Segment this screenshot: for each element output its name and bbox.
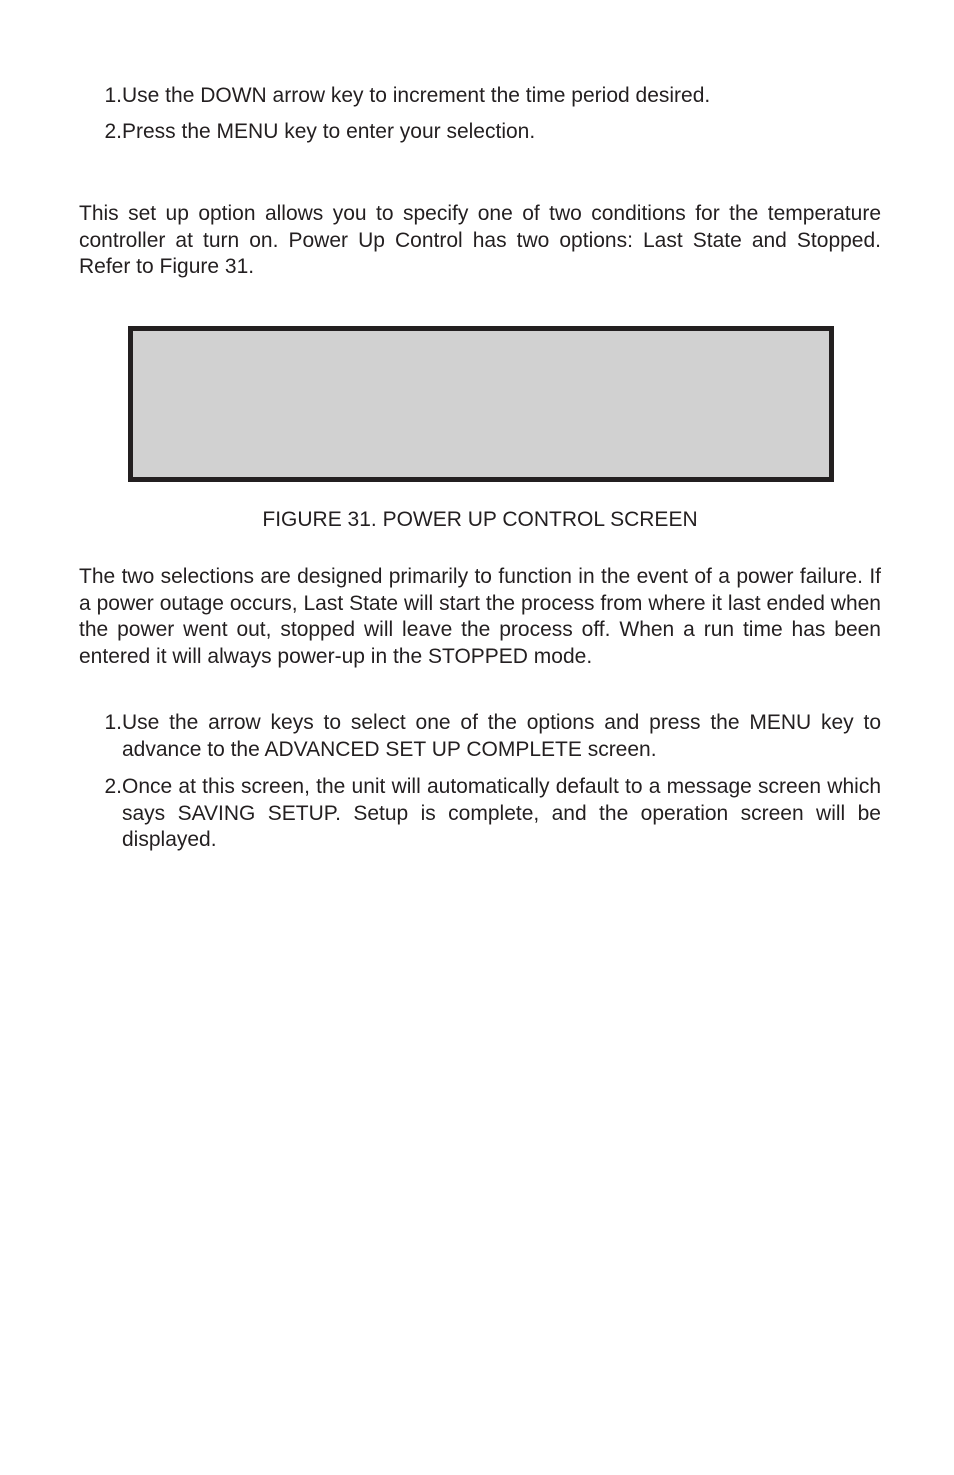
list-item — [79, 83, 881, 110]
instruction-list-time-period — [79, 83, 881, 145]
intro-paragraph: This set up option allows you to specify one of two conditions for the temperature controller at turn on. Power Up Control has two options: Last State and Stopped. Refer to Figure 31. — [79, 202, 881, 278]
list-item-text: Once at this screen, the unit will automatically default to a message screen which says SAVING SETUP. Setup is complete, and the operation screen will be displayed. — [122, 775, 881, 851]
body-paragraph: The two selections are designed primarily to function in the event of a power failure. If a power outage occurs, Last State will start the process from where it last ended when the power went out, stopped will leave the process off. When a run time has been entered it will always power-up in the STOPPED mode. — [79, 565, 881, 668]
list-item-text: Use the DOWN arrow key to increment the time period desired. — [122, 84, 711, 107]
list-item — [79, 119, 881, 146]
power-up-control-screen-image — [128, 326, 834, 482]
list-item-number: 2. — [104, 775, 122, 798]
instruction-list-selection — [79, 710, 881, 854]
list-item — [79, 774, 881, 854]
list-item-number: 1. — [104, 84, 122, 107]
figure-caption: FIGURE 31. POWER UP CONTROL SCREEN — [262, 508, 698, 531]
list-item-number: 1. — [104, 711, 122, 734]
list-item-text: Press the MENU key to enter your selection. — [122, 119, 536, 143]
list-item-text: Use the arrow keys to select one of the options and press the MENU key to advance to the ADVANCED SET UP COMPLETE screen. — [122, 711, 881, 761]
list-item — [79, 710, 881, 763]
list-item-number: 2. — [104, 119, 122, 143]
